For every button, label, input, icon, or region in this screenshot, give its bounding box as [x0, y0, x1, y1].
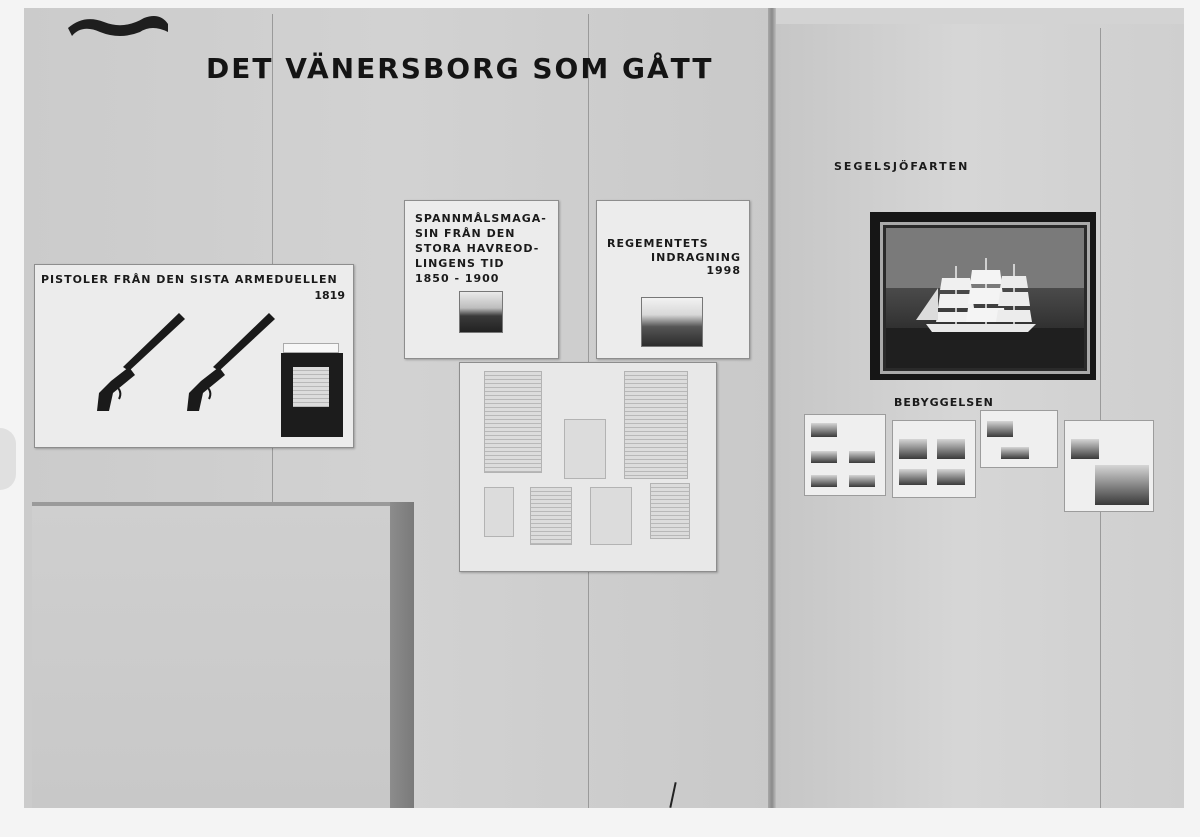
ship-painting [886, 228, 1084, 368]
ship-painting-frame [870, 212, 1096, 380]
foreground-board [32, 502, 392, 808]
grain-magazine-photo [459, 291, 503, 333]
pistols-display-card [34, 264, 354, 448]
finger-shadow [0, 428, 16, 490]
frame-molding [880, 222, 1090, 374]
newspaper-clipping [484, 371, 542, 473]
newspaper-clipping [590, 487, 632, 545]
clippings-board [459, 362, 717, 572]
photo-thumbnail [811, 451, 837, 463]
newspaper-clipping [484, 487, 514, 537]
photo-thumbnail [811, 423, 837, 437]
exhibition-wall-photo [24, 8, 1184, 808]
newspaper-clipping [650, 483, 690, 539]
photo-thumbnail [1095, 465, 1149, 505]
photo-thumbnail [899, 469, 927, 485]
buildings-label: BEBYGGELSEN [894, 396, 994, 409]
exhibition-title: DET VÄNERSBORG SOM GÅTT [206, 52, 714, 85]
buildings-photo-card [804, 414, 886, 496]
wall-corner [768, 8, 776, 808]
framed-document [281, 353, 343, 437]
photo-thumbnail [1001, 447, 1029, 459]
regiment-card [596, 200, 750, 359]
photo-thumbnail [937, 469, 965, 485]
panel-seam [1100, 28, 1101, 808]
photo-thumbnail [899, 439, 927, 459]
buildings-photo-card [980, 410, 1058, 468]
pistols-caption: PISTOLER FRÅN DEN SISTA ARMEDUELLEN [41, 273, 338, 286]
pistol-icon [183, 309, 275, 413]
photo-thumbnail [849, 475, 875, 487]
photo-thumbnail [811, 475, 837, 487]
photo-thumbnail [1071, 439, 1099, 459]
document-label [283, 343, 339, 353]
regiment-photo [641, 297, 703, 347]
newspaper-clipping [530, 487, 572, 545]
buildings-photo-card [892, 420, 976, 498]
photo-thumbnail [987, 421, 1013, 437]
photo-thumbnail [937, 439, 965, 459]
foreground-board-edge [390, 502, 414, 808]
sailing-ship-icon [886, 228, 1084, 368]
regiment-caption-line1: REGEMENTETS [607, 237, 709, 250]
regiment-caption-line2: INDRAGNING 1998 [651, 251, 741, 277]
grain-magazine-card [404, 200, 559, 359]
pistol-icon [93, 309, 185, 413]
buildings-photo-card [1064, 420, 1154, 512]
newspaper-clipping [624, 371, 688, 479]
sailing-label: SEGELSJÖFARTEN [834, 160, 970, 173]
newspaper-clipping [564, 419, 606, 479]
grain-magazine-caption: SPANNMÅLSMAGA- SIN FRÅN DEN STORA HAVREOD- LINGENS TID 1850 - 1900 [415, 212, 547, 285]
wall-hook-icon [64, 10, 172, 38]
pistols-year: 1819 [314, 289, 345, 302]
photo-thumbnail [849, 451, 875, 463]
document-page [293, 367, 329, 407]
